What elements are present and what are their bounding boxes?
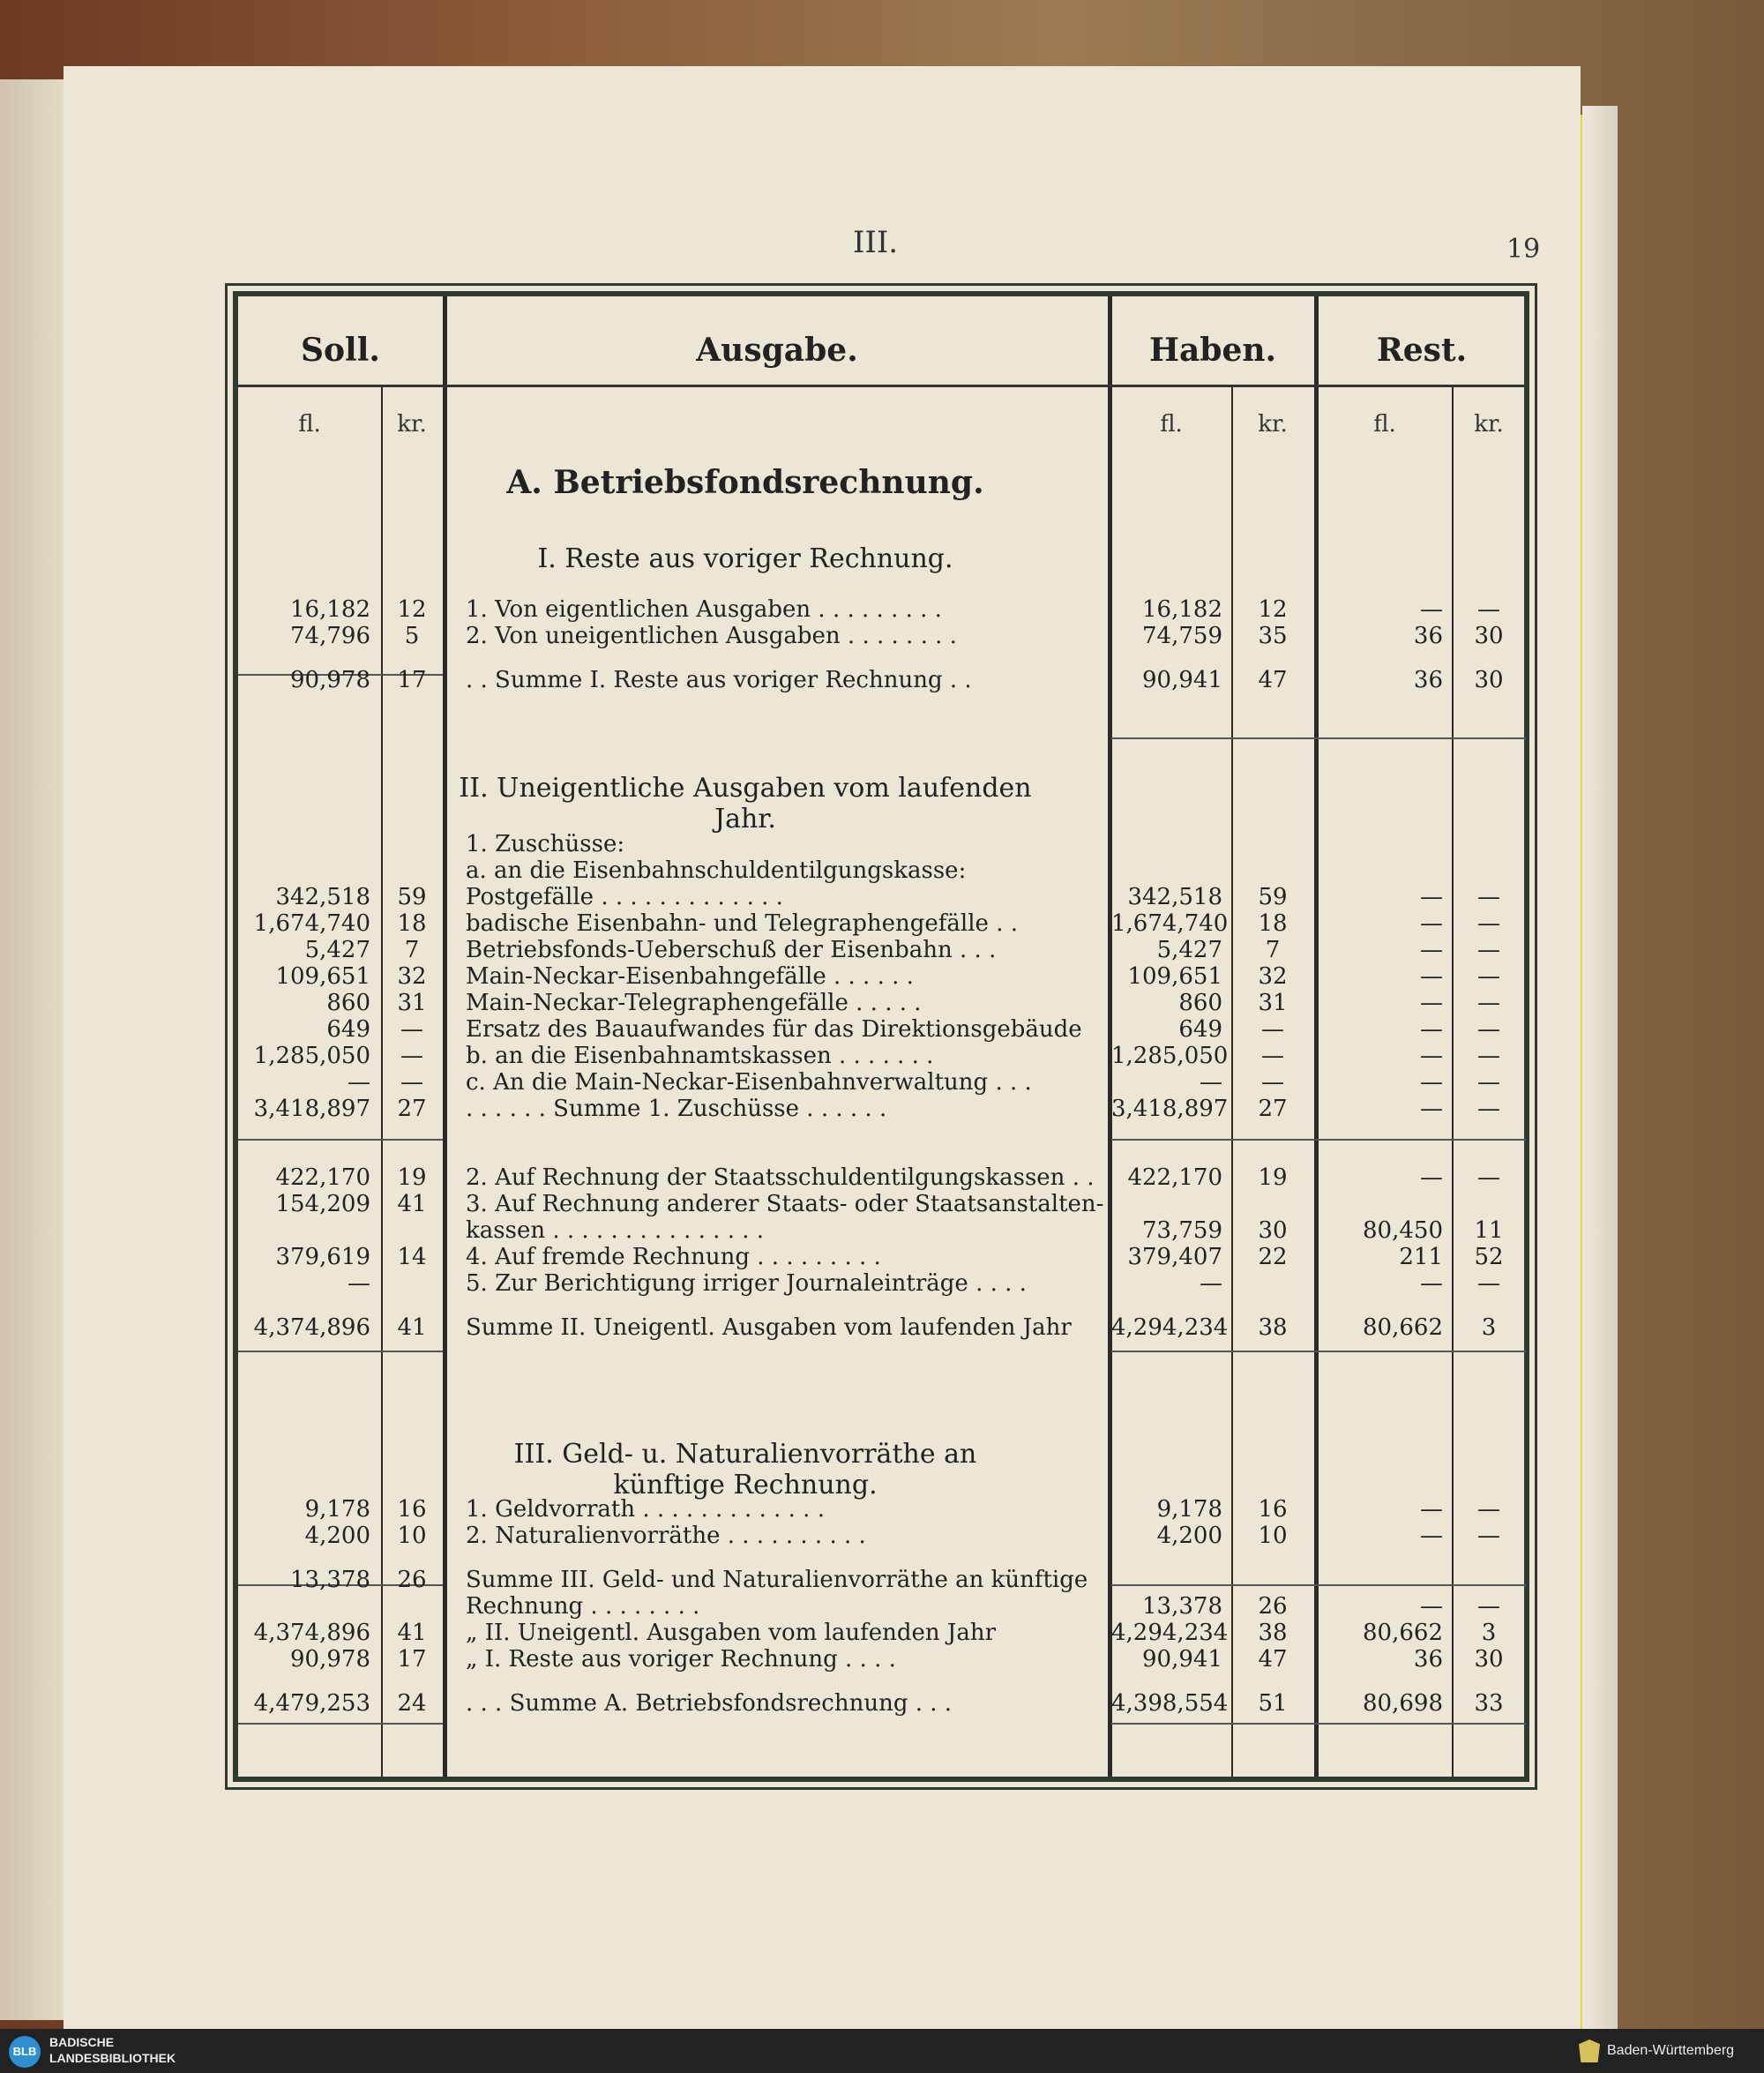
cell-rest-kr: — (1477, 1496, 1500, 1523)
cell-rest-kr: — (1477, 910, 1500, 937)
cell-rest-fl: — (1420, 1043, 1443, 1069)
sum-line (238, 1723, 443, 1725)
library-line2: LANDESBIBLIOTHEK (49, 2051, 176, 2065)
cell-soll-fl: 90,978 (290, 1646, 370, 1673)
cell-rest-kr: 52 (1474, 1244, 1504, 1270)
cell-haben-fl: 5,427 (1156, 937, 1222, 963)
table-row (238, 1314, 1524, 1343)
cell-soll-fl: 1,674,740 (253, 910, 370, 937)
table-row (238, 1593, 1524, 1621)
cell-haben-kr: 51 (1258, 1690, 1288, 1717)
cell-rest-kr: — (1477, 1043, 1500, 1069)
cell-soll-fl: 90,978 (290, 667, 370, 693)
cell-haben-kr: 31 (1258, 990, 1288, 1016)
section-iii-title: III. Geld- u. Naturalienvorräthe an künftige Rechnung. (513, 1439, 977, 1500)
cell-haben-fl: 74,759 (1142, 623, 1222, 649)
cell-rest-fl: — (1420, 1523, 1443, 1549)
cell-soll-fl: 379,619 (275, 1244, 370, 1270)
book-page (64, 66, 1581, 2029)
state-name: Baden-Württemberg (1607, 2043, 1735, 2058)
cell-rest-fl: — (1420, 1164, 1443, 1191)
cell-soll-kr: 5 (404, 623, 420, 649)
cell-desc: . . Summe I. Reste aus voriger Rechnung . . (466, 667, 972, 693)
table-row (238, 1217, 1524, 1246)
cell-soll-fl: 74,796 (290, 623, 370, 649)
cell-rest-fl: — (1420, 596, 1443, 623)
cell-rest-fl: 211 (1399, 1244, 1443, 1270)
cell-haben-fl: 9,178 (1156, 1496, 1222, 1523)
cell-rest-fl: 80,698 (1363, 1690, 1443, 1717)
cell-rest-kr: — (1477, 1164, 1500, 1191)
table-row (238, 596, 1524, 625)
cell-desc: Rechnung . . . . . . . . (466, 1593, 700, 1620)
table-row (238, 1043, 1524, 1071)
cell-soll-fl: 13,378 (290, 1567, 370, 1593)
cell-soll-kr: 26 (397, 1567, 427, 1593)
cell-haben-kr: 19 (1258, 1164, 1288, 1191)
cell-desc: Main-Neckar-Telegraphengefälle . . . . . (466, 990, 922, 1016)
page-edge-white (1582, 106, 1618, 2038)
table-row (238, 831, 1524, 859)
col-haben: Haben. (1148, 332, 1277, 369)
header-rule (238, 385, 1524, 387)
cell-desc: c. An die Main-Neckar-Eisenbahnverwaltung . . . (466, 1069, 1032, 1096)
cell-haben-kr: 47 (1258, 667, 1288, 693)
table-row (238, 1016, 1524, 1044)
rest-kr-head: kr. (1474, 411, 1504, 438)
table-row (238, 623, 1524, 651)
cell-rest-kr: — (1477, 1069, 1500, 1096)
cell-soll-kr: 27 (397, 1096, 427, 1122)
cell-soll-kr: 41 (397, 1620, 427, 1646)
cell-soll-fl: — (348, 1270, 370, 1297)
cell-desc: Main-Neckar-Eisenbahngefälle . . . . . . (466, 963, 914, 990)
cell-soll-kr: 24 (397, 1690, 427, 1717)
cell-soll-fl: 1,285,050 (253, 1043, 370, 1069)
cell-soll-fl: 860 (326, 990, 370, 1016)
cell-haben-fl: 73,759 (1142, 1217, 1222, 1244)
cell-desc: 1. Geldvorrath . . . . . . . . . . . . . (466, 1496, 825, 1523)
cell-haben-fl: 4,398,554 (1111, 1690, 1229, 1717)
cell-rest-fl: — (1420, 884, 1443, 910)
cell-soll-kr: 41 (397, 1191, 427, 1217)
cell-soll-fl: 422,170 (275, 1164, 370, 1191)
cell-desc: 3. Auf Rechnung anderer Staats- oder Staatsanstalten- (466, 1191, 1104, 1217)
cell-haben-fl: 16,182 (1142, 596, 1222, 623)
cell-haben-kr: 7 (1265, 937, 1281, 963)
cell-desc: kassen . . . . . . . . . . . . . . . (466, 1217, 765, 1244)
rest-fl-head: fl. (1373, 411, 1396, 438)
cell-desc: „ II. Uneigentl. Ausgaben vom laufenden Jahr (466, 1620, 996, 1646)
cell-soll-kr: 18 (397, 910, 427, 937)
cell-soll-kr: 17 (397, 1646, 427, 1673)
table-row (238, 1244, 1524, 1272)
table-row (238, 1164, 1524, 1193)
cell-rest-kr: — (1477, 937, 1500, 963)
cell-desc: 5. Zur Berichtigung irriger Journaleinträge . . . . (466, 1270, 1027, 1297)
cell-desc: Summe III. Geld- und Naturalienvorräthe an künftige (466, 1567, 1088, 1593)
cell-rest-kr: — (1477, 1523, 1500, 1549)
cell-haben-kr: 38 (1258, 1620, 1288, 1646)
cell-rest-fl: 36 (1413, 623, 1443, 649)
sum-line (1111, 737, 1526, 739)
cell-haben-kr: — (1261, 1069, 1284, 1096)
table-row (238, 1496, 1524, 1524)
cell-haben-fl: 422,170 (1127, 1164, 1222, 1191)
cell-desc: 2. Von uneigentlichen Ausgaben . . . . . . . . (466, 623, 957, 649)
cell-rest-fl: — (1420, 990, 1443, 1016)
cell-soll-fl: 4,374,896 (253, 1620, 370, 1646)
table-row (238, 1191, 1524, 1219)
blb-logo: BLB (9, 2036, 41, 2068)
soll-fl-head: fl. (298, 411, 321, 438)
cell-soll-kr: 59 (397, 884, 427, 910)
sum-line (1111, 1139, 1526, 1141)
cell-soll-kr: 17 (397, 667, 427, 693)
bw-coat-of-arms-icon (1579, 2039, 1600, 2062)
sum-line (1111, 1723, 1526, 1725)
table-row (238, 963, 1524, 992)
section-i-title: I. Reste aus voriger Rechnung. (537, 543, 953, 574)
haben-fl-head: fl. (1160, 411, 1183, 438)
cell-soll-fl: 4,374,896 (253, 1314, 370, 1341)
cell-haben-kr: 12 (1258, 596, 1288, 623)
table-row (238, 1646, 1524, 1674)
cell-haben-fl: 1,674,740 (1111, 910, 1229, 937)
cell-rest-fl: 80,662 (1363, 1620, 1443, 1646)
cell-soll-kr: 14 (397, 1244, 427, 1270)
sum-line (1111, 1351, 1526, 1352)
cell-soll-kr: 7 (404, 937, 420, 963)
cell-haben-fl: 4,200 (1156, 1523, 1222, 1549)
cell-desc: Betriebsfonds-Ueberschuß der Eisenbahn . . . (466, 937, 997, 963)
cell-haben-fl: 342,518 (1127, 884, 1222, 910)
table-row (238, 1523, 1524, 1551)
cell-rest-fl: — (1420, 963, 1443, 990)
cell-desc: Postgefälle . . . . . . . . . . . . . (466, 884, 783, 910)
table-row (238, 857, 1524, 886)
section-a-title: A. Betriebsfondsrechnung. (506, 464, 984, 501)
cell-soll-kr: 31 (397, 990, 427, 1016)
cell-soll-kr: — (400, 1016, 423, 1043)
cell-soll-kr: 41 (397, 1314, 427, 1341)
left-page-edge (0, 79, 71, 2020)
cell-haben-kr: 47 (1258, 1646, 1288, 1673)
cell-soll-kr: 12 (397, 596, 427, 623)
cell-haben-fl: 4,294,234 (1111, 1620, 1229, 1646)
cell-haben-kr: 32 (1258, 963, 1288, 990)
cell-soll-fl: 109,651 (275, 963, 370, 990)
table-row (238, 1270, 1524, 1298)
cell-rest-fl: 36 (1413, 1646, 1443, 1673)
cell-rest-kr: 33 (1474, 1690, 1504, 1717)
cell-haben-fl: — (1200, 1270, 1222, 1297)
cell-rest-fl: — (1420, 1593, 1443, 1620)
table-row (238, 1620, 1524, 1648)
cell-haben-kr: — (1261, 1016, 1284, 1043)
cell-rest-kr: — (1477, 596, 1500, 623)
table-row (238, 937, 1524, 965)
cell-soll-kr: 19 (397, 1164, 427, 1191)
cell-haben-kr: 16 (1258, 1496, 1288, 1523)
col-soll: Soll. (301, 332, 380, 369)
cell-haben-fl: 13,378 (1142, 1593, 1222, 1620)
cell-rest-fl: — (1420, 910, 1443, 937)
library-name (49, 2034, 176, 2066)
cell-soll-kr: 16 (397, 1496, 427, 1523)
library-line1: BADISCHE (49, 2035, 115, 2049)
cell-soll-fl: 154,209 (275, 1191, 370, 1217)
cell-haben-kr: — (1261, 1043, 1284, 1069)
table-row (238, 990, 1524, 1018)
page-number: 19 (1506, 234, 1541, 265)
cell-desc: 2. Naturalienvorräthe . . . . . . . . . . (466, 1523, 866, 1549)
cell-haben-kr: 38 (1258, 1314, 1288, 1341)
cell-soll-fl: 649 (326, 1016, 370, 1043)
cell-rest-kr: 11 (1474, 1217, 1504, 1244)
table-row (238, 1096, 1524, 1124)
table-row (238, 1069, 1524, 1097)
ledger-table (233, 291, 1529, 1782)
cell-soll-fl: 9,178 (304, 1496, 370, 1523)
cell-rest-fl: — (1420, 1016, 1443, 1043)
cell-rest-fl: 80,450 (1363, 1217, 1443, 1244)
cell-soll-fl: 4,200 (304, 1523, 370, 1549)
section-ii-title: II. Uneigentliche Ausgaben vom laufenden Jahr. (459, 773, 1032, 834)
cell-desc: . . . . . . Summe 1. Zuschüsse . . . . . . (466, 1096, 887, 1122)
cell-desc: b. an die Eisenbahnamtskassen . . . . . . . (466, 1043, 934, 1069)
cell-rest-kr: 3 (1481, 1314, 1497, 1341)
cell-rest-kr: — (1477, 963, 1500, 990)
cell-desc: Summe II. Uneigentl. Ausgaben vom laufenden Jahr (466, 1314, 1072, 1341)
table-row (238, 884, 1524, 912)
table-row (238, 1690, 1524, 1718)
table-row (238, 667, 1524, 695)
cell-rest-kr: — (1477, 1593, 1500, 1620)
haben-kr-head: kr. (1258, 411, 1288, 438)
cell-soll-kr: 10 (397, 1523, 427, 1549)
cell-rest-kr: — (1477, 1016, 1500, 1043)
cell-soll-fl: 3,418,897 (253, 1096, 370, 1122)
cell-rest-fl: — (1420, 1096, 1443, 1122)
cell-soll-fl: 5,427 (304, 937, 370, 963)
cell-haben-kr: 18 (1258, 910, 1288, 937)
cell-rest-kr: 30 (1474, 1646, 1504, 1673)
cell-soll-fl: 16,182 (290, 596, 370, 623)
cell-haben-kr: 35 (1258, 623, 1288, 649)
cell-soll-kr: 32 (397, 963, 427, 990)
running-head: III. (853, 225, 899, 260)
cell-desc: . . . Summe A. Betriebsfondsrechnung . . . (466, 1690, 953, 1717)
cell-rest-kr: 30 (1474, 667, 1504, 693)
cell-haben-fl: 90,941 (1142, 667, 1222, 693)
footer-bar (0, 2029, 1764, 2073)
soll-kr-head: kr. (397, 411, 427, 438)
cell-rest-kr: — (1477, 884, 1500, 910)
cell-desc: 4. Auf fremde Rechnung . . . . . . . . . (466, 1244, 881, 1270)
cell-desc: badische Eisenbahn- und Telegraphengefälle . . (466, 910, 1018, 937)
cell-haben-kr: 59 (1258, 884, 1288, 910)
cell-haben-fl: 379,407 (1127, 1244, 1222, 1270)
table-row (238, 910, 1524, 939)
cell-rest-kr: — (1477, 990, 1500, 1016)
cell-desc: „ I. Reste aus voriger Rechnung . . . . (466, 1646, 896, 1673)
cell-rest-fl: 36 (1413, 667, 1443, 693)
cell-soll-fl: 342,518 (275, 884, 370, 910)
cell-soll-fl: 4,479,253 (253, 1690, 370, 1717)
col-rest: Rest. (1376, 332, 1468, 369)
table-row (238, 1567, 1524, 1595)
cell-desc: 2. Auf Rechnung der Staatsschuldentilgungskassen . . (466, 1164, 1095, 1191)
cell-haben-fl: 90,941 (1142, 1646, 1222, 1673)
cell-rest-fl: — (1420, 1270, 1443, 1297)
cell-desc: a. an die Eisenbahnschuldentilgungskasse: (466, 857, 967, 884)
cell-rest-fl: — (1420, 1496, 1443, 1523)
cell-rest-kr: — (1477, 1096, 1500, 1122)
cell-desc: Ersatz des Bauaufwandes für das Direktionsgebäude (466, 1016, 1082, 1043)
cell-haben-kr: 10 (1258, 1523, 1288, 1549)
sum-line (238, 1139, 443, 1141)
cell-haben-fl: 860 (1178, 990, 1222, 1016)
cell-rest-kr: 3 (1481, 1620, 1497, 1646)
cell-rest-fl: — (1420, 937, 1443, 963)
cell-haben-kr: 26 (1258, 1593, 1288, 1620)
cell-haben-fl: 649 (1178, 1016, 1222, 1043)
cell-desc: 1. Von eigentlichen Ausgaben . . . . . . . . . (466, 596, 942, 623)
cell-haben-fl: 109,651 (1127, 963, 1222, 990)
cell-haben-kr: 22 (1258, 1244, 1288, 1270)
cell-rest-fl: — (1420, 1069, 1443, 1096)
cell-rest-fl: 80,662 (1363, 1314, 1443, 1341)
cell-haben-fl: — (1200, 1069, 1222, 1096)
cell-soll-fl: — (348, 1069, 370, 1096)
cell-haben-kr: 30 (1258, 1217, 1288, 1244)
cell-haben-kr: 27 (1258, 1096, 1288, 1122)
cell-haben-fl: 4,294,234 (1111, 1314, 1229, 1341)
cell-haben-fl: 3,418,897 (1111, 1096, 1229, 1122)
cell-soll-kr: — (400, 1043, 423, 1069)
cell-rest-kr: — (1477, 1270, 1500, 1297)
cell-rest-kr: 30 (1474, 623, 1504, 649)
col-ausgabe: Ausgabe. (696, 332, 858, 369)
cell-desc: 1. Zuschüsse: (466, 831, 625, 857)
cell-haben-fl: 1,285,050 (1111, 1043, 1229, 1069)
sum-line (238, 1351, 443, 1352)
cell-soll-kr: — (400, 1069, 423, 1096)
